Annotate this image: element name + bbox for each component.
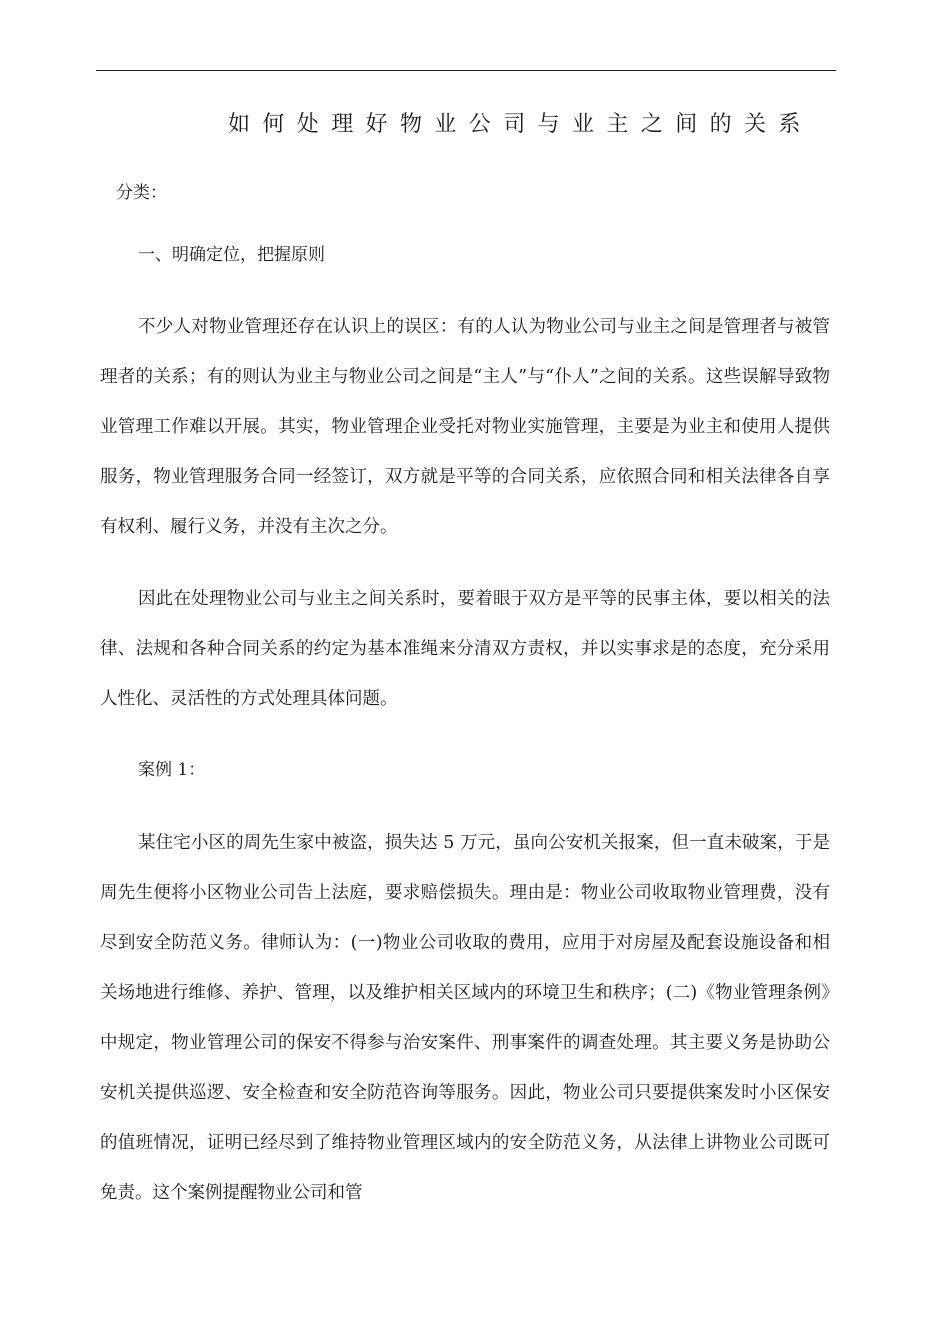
document-title: 如何处理好物业公司与业主之间的关系	[228, 112, 813, 137]
body-paragraph: 不少人对物业管理还存在认识上的误区：有的人认为物业公司与业主之间是管理者与被管理者的关系；有的则认为业主与物业公司之间是“主人”与“仆人”之间的关系。这些误解导致物业管理工作难以开展。其实，物业管理企业受托对物业实施管理，主要是为业主和使用人提供服务，物业管理服务合同一经签订，双方就是平等的合同关系，应依照合同和相关法律各自享有权利、履行义务，并没有主次之分。	[100, 317, 830, 537]
body-paragraph: 某住宅小区的周先生家中被盗，损失达 5 万元，虽向公安机关报案，但一直未破案，于是周先生便将小区物业公司告上法庭，要求赔偿损失。理由是：物业公司收取物业管理费，没有尽到安全防范义务。律师认为：(一)物业公司收取的费用，应用于对房屋及配套设施设备和相关场地进行维修、养护、管理，以及维护相关区域内的环境卫生和秩序；(二)《物业管理条例》中规定，物业管理公司的保安不得参与治安案件、刑事案件的调查处理。其主要义务是协助公安机关提供巡逻、安全检查和安全防范咨询等服务。因此，物业公司只要提供案发时小区保安的值班情况，证明已经尽到了维持物业管理区域内的安全防范义务，从法律上讲物业公司既可免责。这个案例提醒物业公司和管	[100, 833, 830, 1203]
body-paragraph: 因此在处理物业公司与业主之间关系时，要着眼于双方是平等的民事主体，要以相关的法律、法规和各种合同关系的约定为基本准绳来分清双方责权，并以实事求是的态度，充分采用人性化、灵活性的方式处理具体问题。	[100, 589, 830, 709]
case-label: 案例 1：	[138, 760, 206, 780]
category-label: 分类：	[116, 183, 167, 203]
header-rule	[96, 70, 836, 71]
section-heading: 一、明确定位，把握原则	[138, 245, 325, 265]
